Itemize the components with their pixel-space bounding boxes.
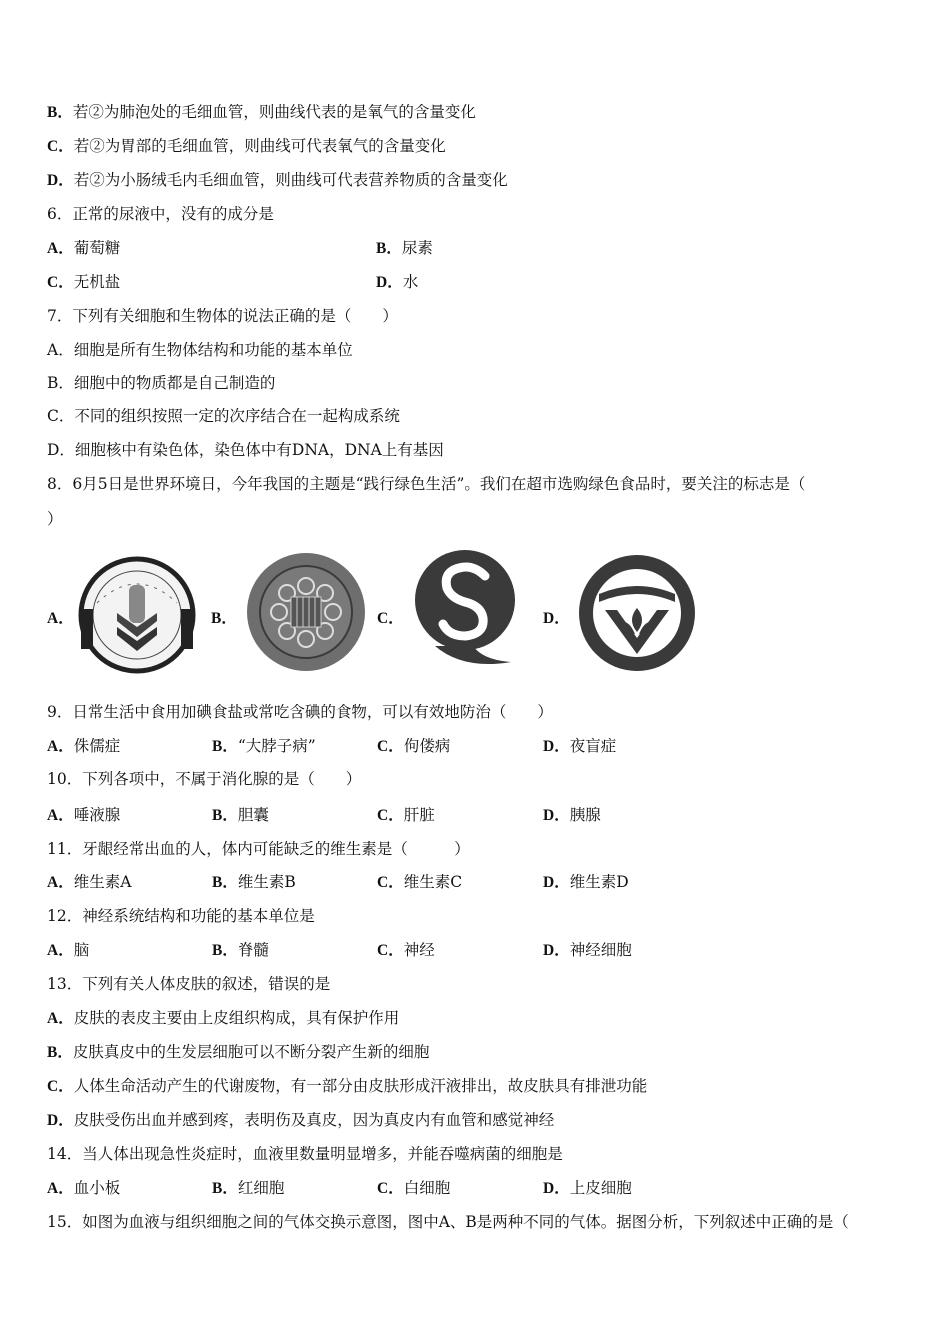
q8-option-c-label: C． [377, 610, 404, 627]
q10-option-b: B．胆囊 [212, 806, 269, 824]
q7-option-d: D．细胞核中有染色体，染色体中有DNA，DNA上有基因 [47, 441, 444, 459]
q6-stem: 6．正常的尿液中，没有的成分是 [47, 205, 274, 223]
q5-option-b: B．若②为肺泡处的毛细血管，则曲线代表的是氧气的含量变化 [47, 103, 476, 121]
q14-option-a: A．血小板 [47, 1179, 121, 1197]
q11-option-d: D．维生素D [543, 873, 629, 891]
q7-option-c: C．不同的组织按照一定的次序结合在一起构成系统 [47, 407, 400, 425]
q10-option-c: C．肝脏 [377, 806, 435, 824]
q6-option-b: B．尿素 [376, 239, 433, 257]
q8-stem: 8．6月5日是世界环境日，今年我国的主题是“践行绿色生活”。我们在超市选购绿色食品时，要关注的标志是（ [47, 475, 806, 493]
q12-stem: 12．神经系统结构和功能的基本单位是 [47, 907, 315, 925]
q12-option-b: B．脊髓 [212, 941, 269, 959]
q7-option-b: B．细胞中的物质都是自己制造的 [47, 374, 276, 392]
q9-option-d: D．夜盲症 [543, 737, 617, 755]
q11-option-b: B．维生素B [212, 873, 296, 891]
q13-option-a: A．皮肤的表皮主要由上皮组织构成，具有保护作用 [47, 1009, 400, 1027]
q11-stem: 11．牙龈经常出血的人，体内可能缺乏的维生素是（ ） [47, 840, 470, 858]
q9-option-c: C．佝偻病 [377, 737, 451, 755]
q6-option-d: D．水 [376, 273, 419, 291]
q13-option-d: D．皮肤受伤出血并感到疼，表明伤及真皮，因为真皮内有血管和感觉神经 [47, 1111, 555, 1129]
q14-stem: 14．当人体出现急性炎症时，血液里数量明显增多，并能吞噬病菌的细胞是 [47, 1145, 563, 1163]
q6-option-a: A．葡萄糖 [47, 239, 121, 257]
q10-option-a: A．唾液腺 [47, 806, 121, 824]
q7-stem: 7．下列有关细胞和生物体的说法正确的是（ ） [47, 307, 398, 325]
q5-option-c: C．若②为胃部的毛细血管，则曲线可代表氧气的含量变化 [47, 137, 446, 155]
q9-stem: 9．日常生活中食用加碘食盐或常吃含碘的食物，可以有效地防治（ ） [47, 703, 553, 721]
q14-option-d: D．上皮细胞 [543, 1179, 632, 1197]
q8-option-a-label: A． [47, 610, 74, 627]
q8-option-d-label: D． [543, 610, 570, 627]
q11-option-a: A．维生素A [47, 873, 132, 891]
q12-option-c: C．神经 [377, 941, 435, 959]
q12-option-d: D．神经细胞 [543, 941, 632, 959]
environmental-label-logo-icon [245, 551, 367, 673]
q12-option-a: A．脑 [47, 941, 90, 959]
q15-stem: 15．如图为血液与组织细胞之间的气体交换示意图，图中A、B是两种不同的气体。据图分析，下列叙述中正确的是（ [47, 1213, 849, 1231]
q14-option-c: C．白细胞 [377, 1179, 451, 1197]
q13-option-c: C．人体生命活动产生的代谢废物，有一部分由皮肤形成汗液排出，故皮肤具有排泄功能 [47, 1077, 648, 1095]
q9-option-a: A．侏儒症 [47, 737, 121, 755]
q8-option-b-label: B． [211, 610, 237, 627]
q13-option-b: B．皮肤真皮中的生发层细胞可以不断分裂产生新的细胞 [47, 1043, 430, 1061]
q10-option-d: D．胰腺 [543, 806, 601, 824]
green-food-logo-icon [77, 555, 197, 675]
qs-quality-logo-icon [413, 542, 523, 670]
q8-stem-end: ） [47, 510, 63, 528]
q13-stem: 13．下列有关人体皮肤的叙述，错误的是 [47, 975, 331, 993]
q11-option-c: C．维生素C [377, 873, 463, 891]
q6-option-c: C．无机盐 [47, 273, 121, 291]
q14-option-b: B．红细胞 [212, 1179, 285, 1197]
q10-stem: 10．下列各项中，不属于消化腺的是（ ） [47, 770, 362, 788]
q5-option-d: D．若②为小肠绒毛内毛细血管，则曲线可代表营养物质的含量变化 [47, 171, 508, 189]
q7-option-a: A．细胞是所有生物体结构和功能的基本单位 [47, 341, 353, 359]
q9-option-b: B．“大脖子病” [212, 737, 316, 755]
v-leaf-logo-icon [577, 550, 697, 676]
